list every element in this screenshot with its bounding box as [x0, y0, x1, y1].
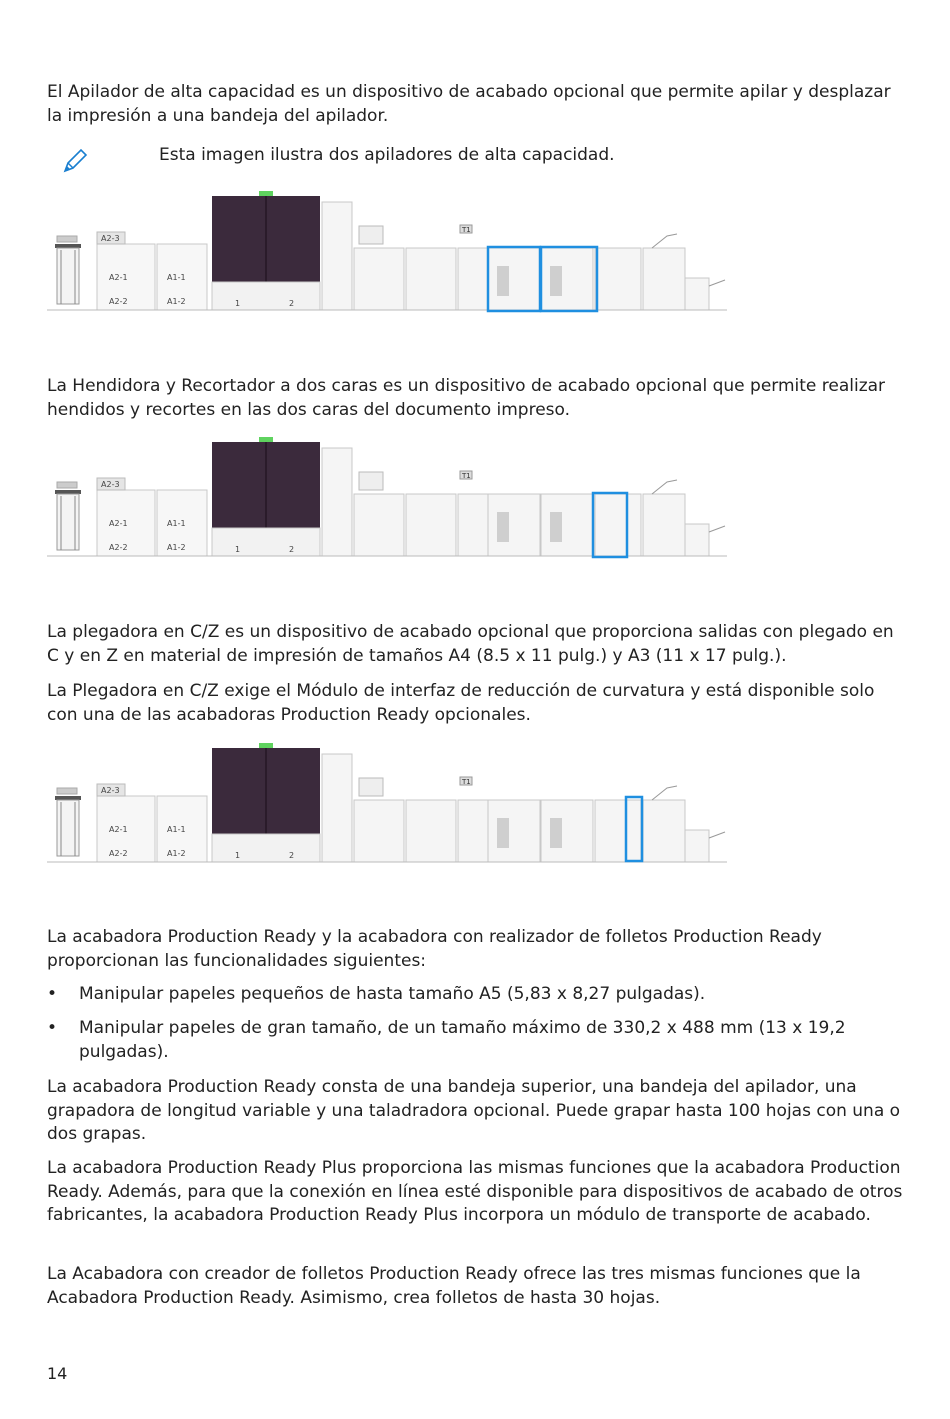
label-a21: A2-1 [109, 273, 128, 282]
label-a23: A2-3 [101, 234, 120, 243]
label-a22: A2-2 [109, 297, 128, 306]
booklet-maker-description: La Acabadora con creador de folletos Production Ready ofrece las tres mismas funciones que la Acabadora Production Ready. Asimismo, crea folletos de hasta 30 hojas. [47, 1264, 861, 1308]
pencil-note-icon [60, 146, 90, 176]
printer-diagram-folder [47, 740, 737, 870]
label-drawer-2: 2 [289, 299, 295, 308]
folder-requirement: La Plegadora en C/Z exige el Módulo de interfaz de reducción de curvatura y está disponible solo con una de las acabadoras Production Ready opcionales. [47, 681, 875, 725]
bullet-marker: • [47, 984, 58, 1004]
bullet-marker: • [47, 1018, 58, 1038]
printer-diagram-stackers [47, 188, 737, 318]
trimmer-intro: La Hendidora y Recortador a dos caras es un dispositivo de acabado opcional que permite realizar hendidos y recortes en las dos caras del documento impreso. [47, 376, 886, 420]
finisher-intro: La acabadora Production Ready y la acabadora con realizador de folletos Production Ready proporcionan las funcionalidades siguientes: [47, 927, 822, 971]
printer-diagram-trimmer [47, 434, 737, 564]
label-a12: A1-2 [167, 297, 186, 306]
folder-intro: La plegadora en C/Z es un dispositivo de acabado opcional que proporciona salidas con plegado en C y en Z en material de impresión de tamaños A4 (8.5 x 11 pulg.) y A3 (11 x 17 pulg.). [47, 622, 894, 666]
label-t1: T1 [462, 226, 471, 234]
label-a11: A1-1 [167, 273, 186, 282]
bullet-item: Manipular papeles pequeños de hasta tamaño A5 (5,83 x 8,27 pulgadas). [79, 984, 706, 1004]
finisher-plus-description: La acabadora Production Ready Plus proporciona las mismas funciones que la acabadora Production Ready. Además, para que la conexión en línea esté disponible para dispositivos de acabado de otros fabricantes, la acabadora Production Ready Plus incorpora un módulo de transporte de acabado. [47, 1158, 903, 1225]
stacker-intro: El Apilador de alta capacidad es un dispositivo de acabado opcional que permite apilar y desplazar la impresión a una bandeja del apilador. [47, 82, 891, 126]
page-number: 14 [47, 1364, 68, 1383]
finisher-description: La acabadora Production Ready consta de una bandeja superior, una bandeja del apilador, una grapadora de longitud variable y una taladradora opcional. Puede grapar hasta 100 hojas con una o dos grapas. [47, 1077, 901, 1144]
label-drawer-1: 1 [235, 299, 241, 308]
note-text: Esta imagen ilustra dos apiladores de alta capacidad. [159, 145, 615, 165]
bullet-item: Manipular papeles de gran tamaño, de un tamaño máximo de 330,2 x 488 mm (13 x 19,2 pulgadas). [79, 1018, 846, 1062]
